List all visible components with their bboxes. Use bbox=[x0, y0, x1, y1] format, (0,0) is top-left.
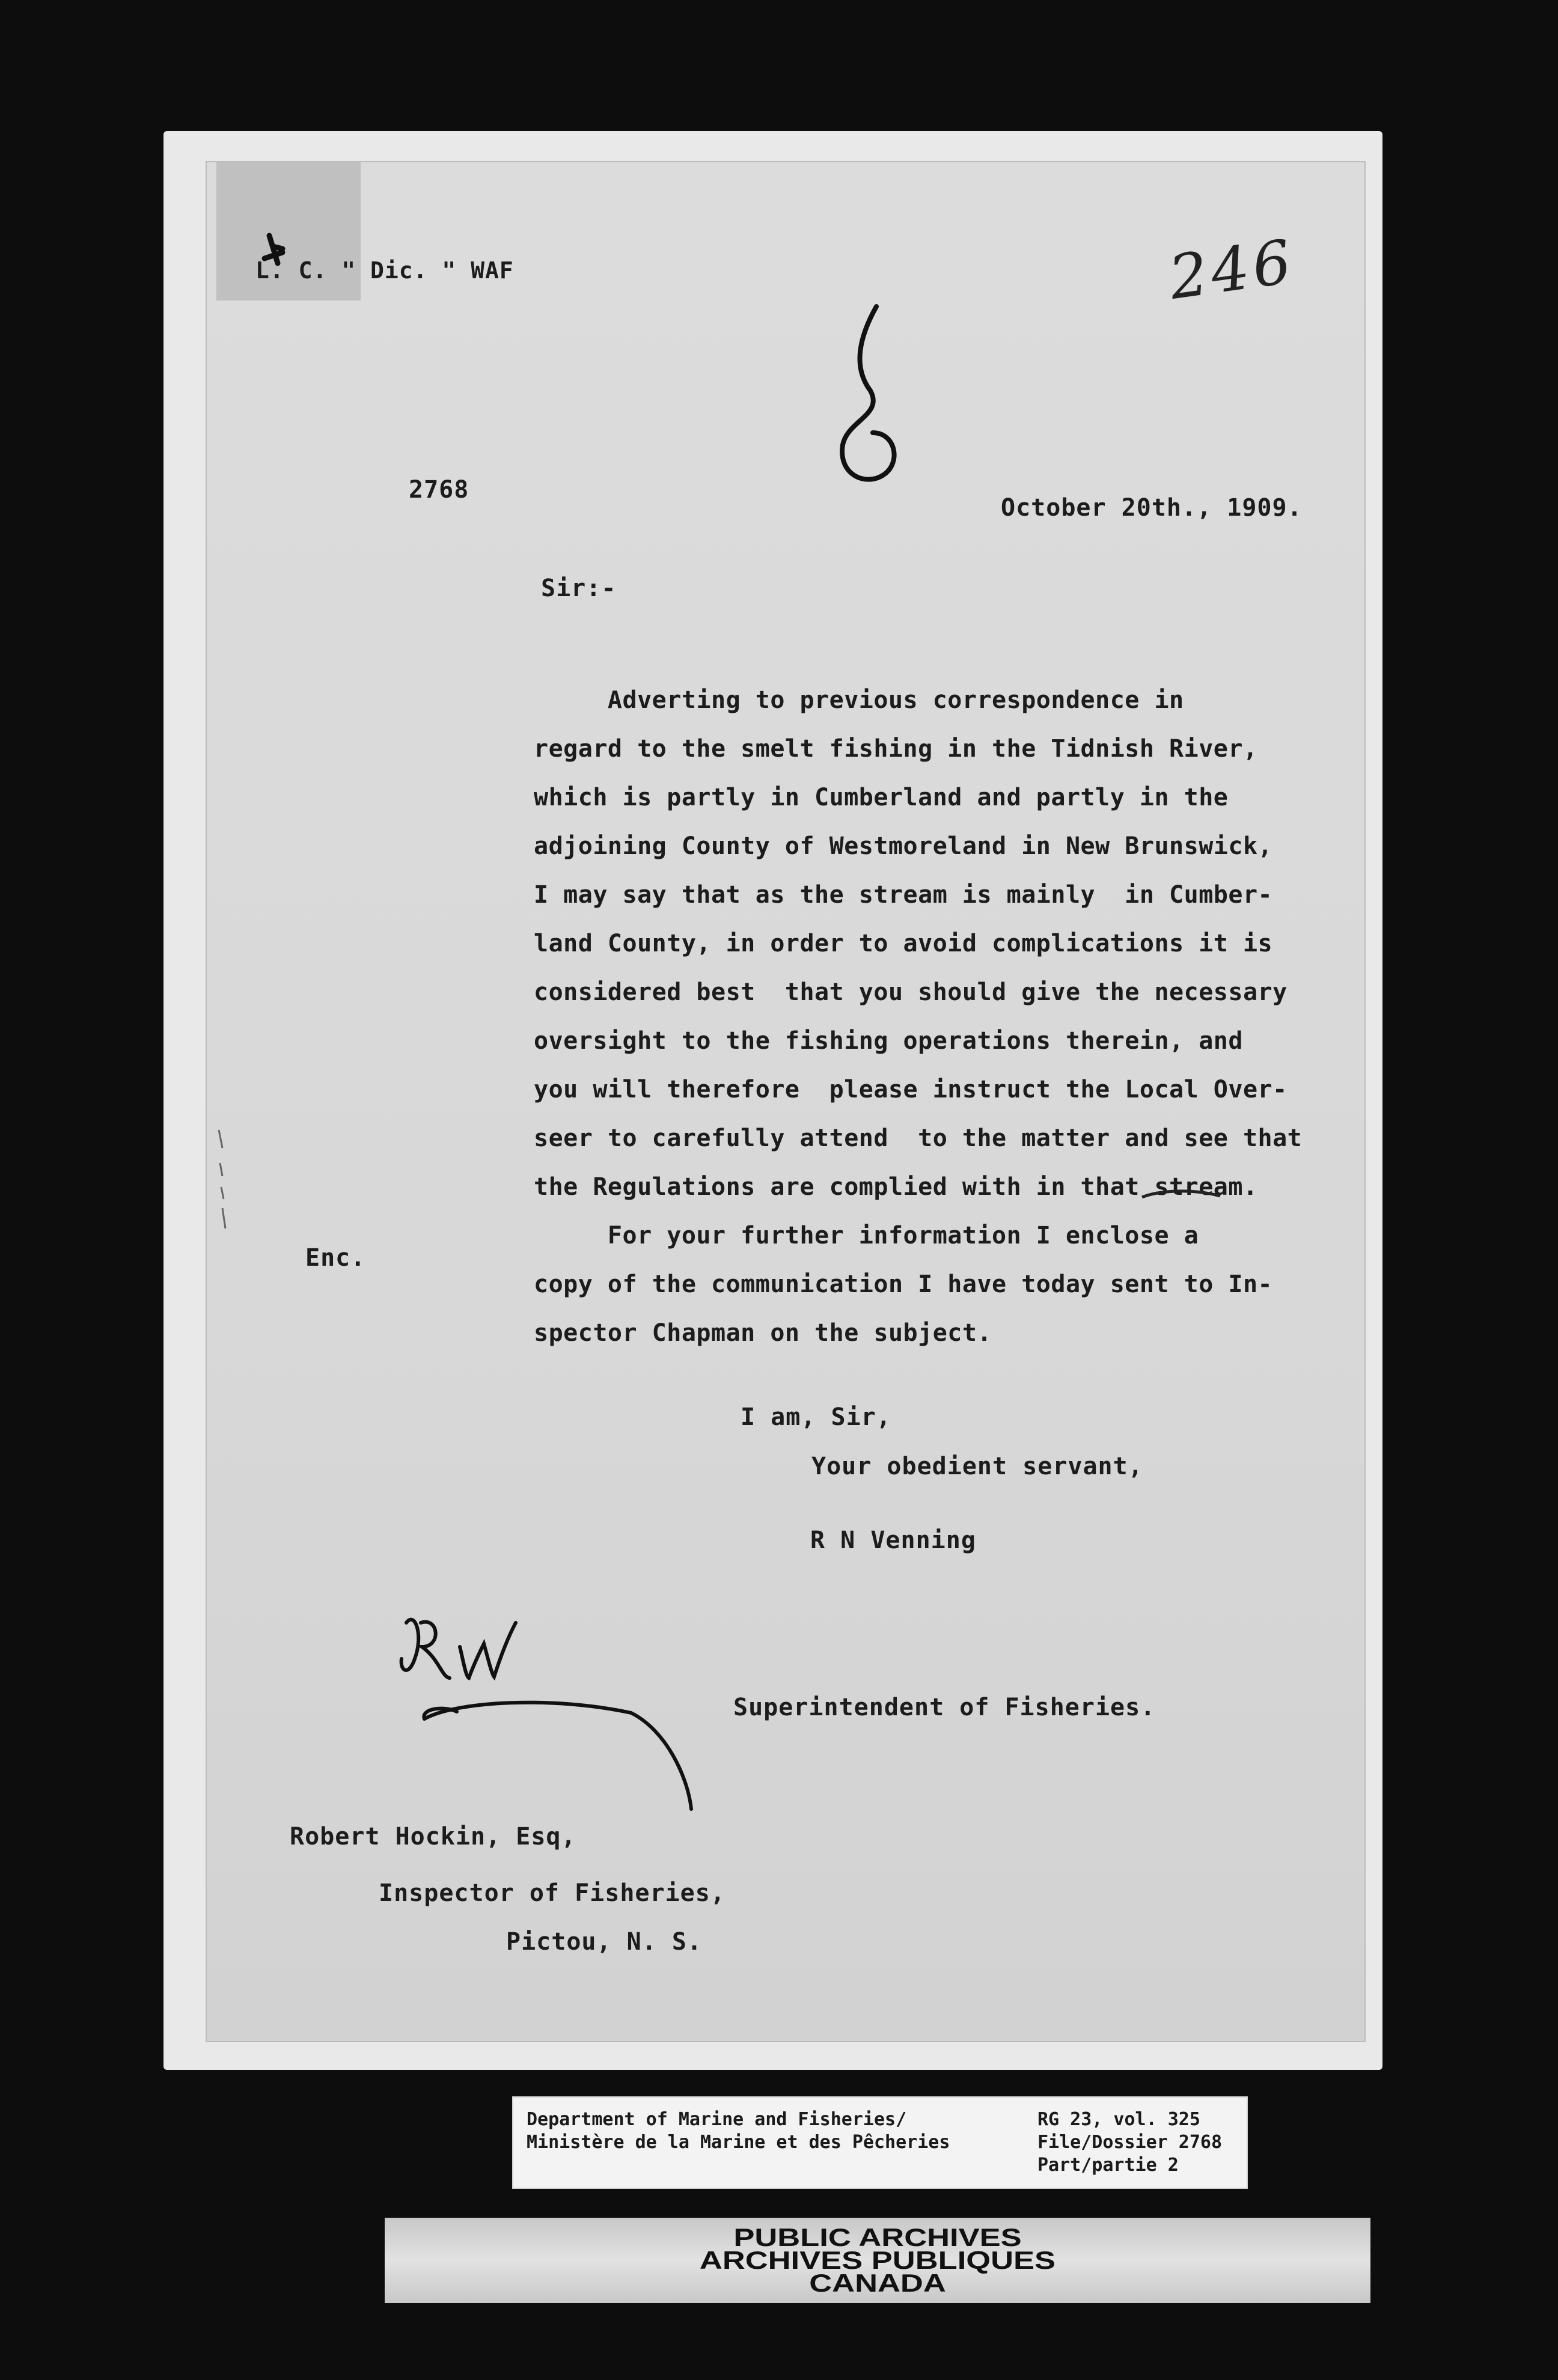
addressee-place: Pictou, N. S. bbox=[506, 1928, 703, 1956]
archive-file-reference bbox=[1037, 2108, 1222, 2177]
body-line: For your further information I enclose a bbox=[534, 1222, 1199, 1250]
enclosure-note: Enc. bbox=[305, 1244, 366, 1272]
body-line: land County, in order to avoid complications it is bbox=[534, 930, 1273, 957]
file-number: 2768 bbox=[409, 476, 469, 504]
reference-line: L. C. " Dic. " WAF bbox=[255, 257, 514, 284]
archive-department bbox=[527, 2108, 950, 2154]
body-line: spector Chapman on the subject. bbox=[534, 1319, 992, 1347]
body-line: considered best that you should give the necessary bbox=[534, 978, 1288, 1006]
part-partie: Part/partie 2 bbox=[1037, 2155, 1179, 2176]
body-line: I may say that as the stream is mainly in Cumber- bbox=[534, 881, 1273, 909]
typed-signature: R N Venning bbox=[810, 1527, 976, 1554]
public-archives-stamp bbox=[385, 2218, 1370, 2303]
addressee-title: Inspector of Fisheries, bbox=[379, 1879, 726, 1907]
archives-line-english: PUBLIC ARCHIVES bbox=[733, 2223, 1022, 2251]
letter-date: October 20th., 1909. bbox=[1001, 494, 1303, 522]
archives-line-country: CANADA bbox=[809, 2269, 946, 2297]
closing-line: I am, Sir, bbox=[741, 1403, 891, 1431]
complimentary-close: Your obedient servant, bbox=[811, 1453, 1143, 1480]
body-line: copy of the communication I have today sent to In- bbox=[534, 1271, 1273, 1298]
handwritten-page-number: 246 bbox=[1164, 226, 1300, 313]
department-english: Department of Marine and Fisheries/ bbox=[527, 2109, 907, 2130]
archives-stamp-text bbox=[261, 2223, 1494, 2297]
file-dossier: File/Dossier 2768 bbox=[1037, 2132, 1223, 2153]
body-line: oversight to the fishing operations therein, and bbox=[534, 1027, 1243, 1055]
signature-title: Superintendent of Fisheries. bbox=[733, 1694, 1156, 1721]
initials-signature bbox=[402, 1620, 691, 1809]
archive-reference-label bbox=[512, 2096, 1248, 2189]
body-line: you will therefore please instruct the Local Over- bbox=[534, 1076, 1288, 1103]
salutation: Sir:- bbox=[541, 575, 617, 602]
margin-pencil-marks bbox=[219, 1130, 225, 1228]
body-line: the Regulations are complied with in that stream. bbox=[534, 1173, 1258, 1201]
handwritten-section-mark bbox=[842, 307, 894, 480]
record-group: RG 23, vol. 325 bbox=[1037, 2109, 1200, 2130]
body-line: which is partly in Cumberland and partly in the bbox=[534, 784, 1229, 811]
body-line: Adverting to previous correspondence in bbox=[534, 686, 1184, 714]
stream-underline bbox=[1142, 1191, 1220, 1197]
ink-mark bbox=[264, 236, 283, 263]
department-french: Ministère de la Marine et des Pêcheries bbox=[527, 2132, 950, 2153]
addressee-name: Robert Hockin, Esq, bbox=[290, 1823, 576, 1851]
body-line: regard to the smelt fishing in the Tidnish River, bbox=[534, 735, 1258, 763]
body-line: adjoining County of Westmoreland in New Brunswick, bbox=[534, 832, 1273, 860]
archives-line-french: ARCHIVES PUBLIQUES bbox=[699, 2246, 1056, 2274]
body-line: seer to carefully attend to the matter and see that bbox=[534, 1124, 1303, 1152]
